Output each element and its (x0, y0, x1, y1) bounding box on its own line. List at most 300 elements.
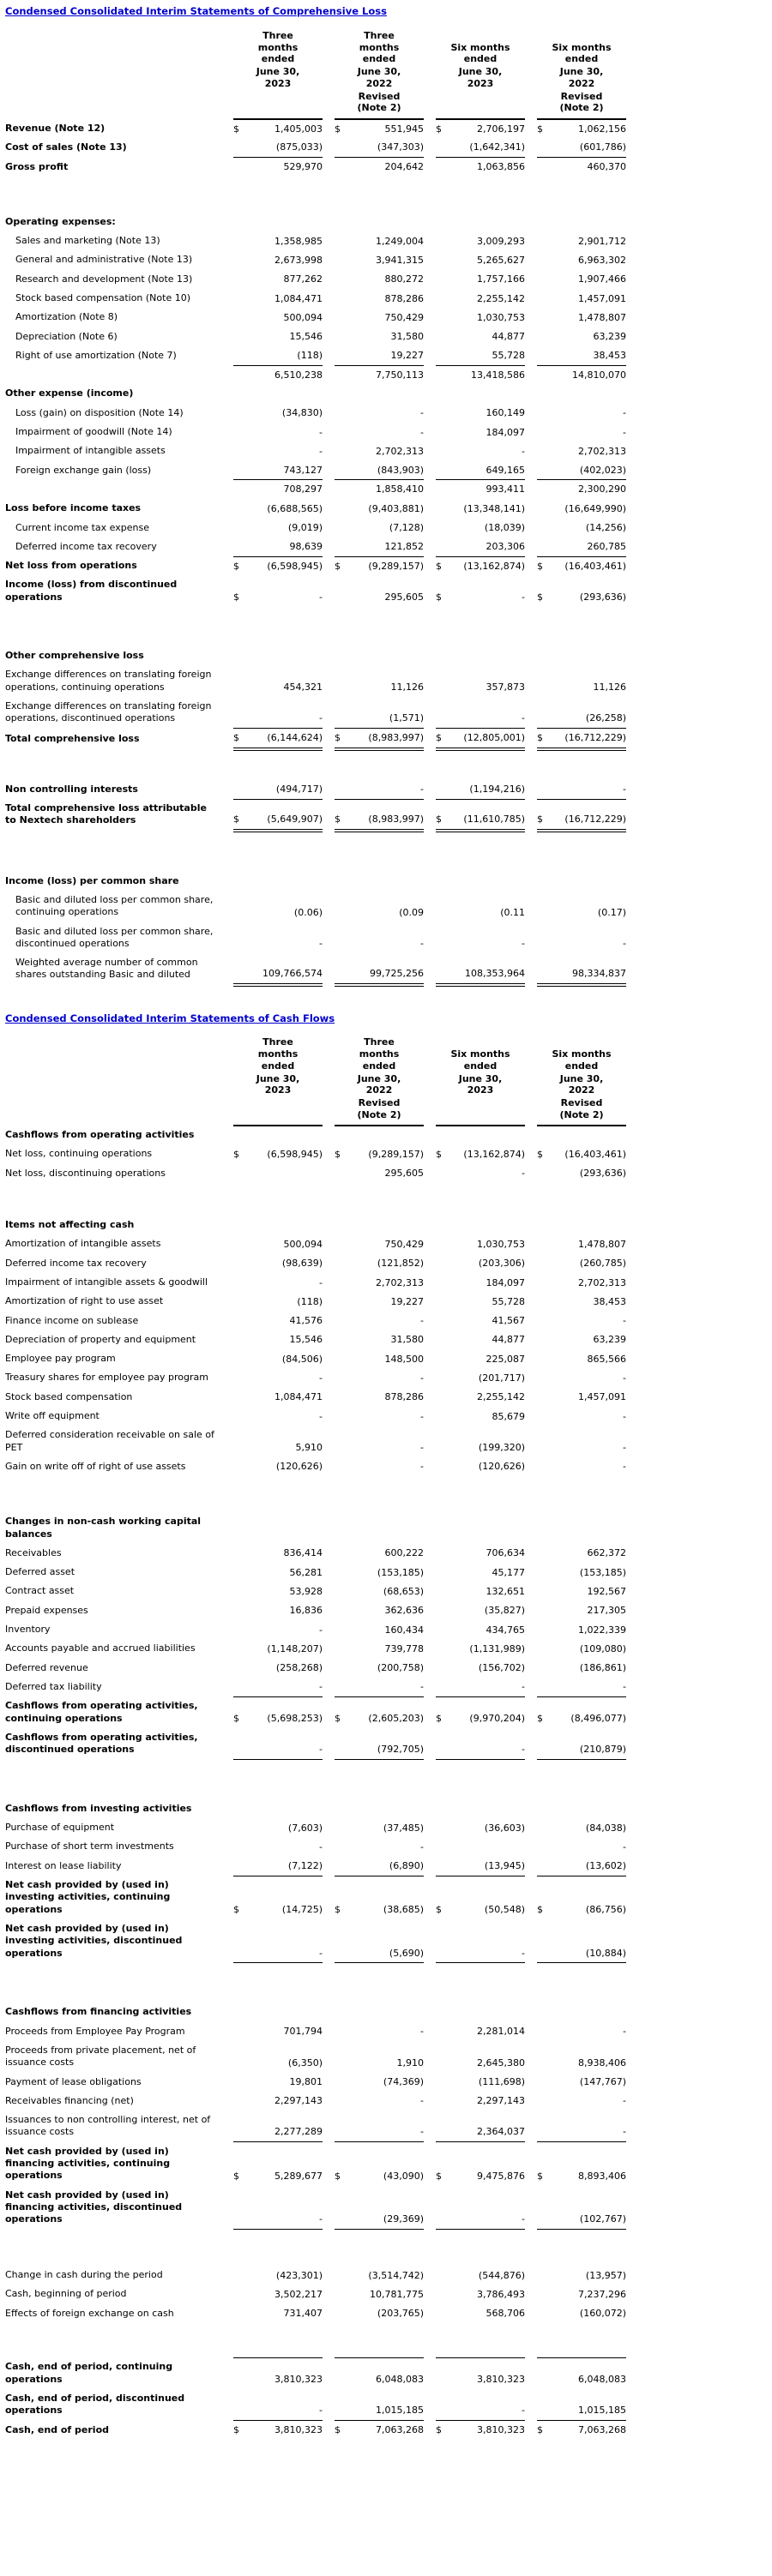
value-cell: (601,786) (551, 138, 626, 157)
column-gap (424, 1254, 436, 1273)
value-cell (449, 2003, 525, 2021)
column-gap (424, 1512, 436, 1544)
dollar-sign-cell: $ (335, 1713, 341, 1725)
dollar-sign-cell (537, 1312, 551, 1330)
value-cell: 1,478,807 (578, 1238, 626, 1250)
value-cell: - (623, 407, 626, 419)
dollar-sign-cell (436, 1601, 449, 1620)
column-gap (221, 922, 233, 954)
dollar-sign-cell (537, 872, 551, 891)
value-cell: (6,598,945) (267, 1149, 323, 1161)
column-gap (221, 2285, 233, 2303)
dollar-sign-cell (335, 953, 348, 985)
column-gap (323, 499, 335, 518)
value-cell: (293,636) (579, 1168, 626, 1180)
column-gap (424, 646, 436, 665)
table-row (5, 780, 626, 799)
dollar-sign-cell (233, 537, 247, 556)
column-gap (323, 1234, 335, 1253)
column-gap (221, 1601, 233, 1620)
column-gap (525, 2339, 537, 2358)
dollar-sign-cell (233, 289, 247, 308)
column-gap (221, 2041, 233, 2073)
value-cell: 13,418,586 (471, 369, 525, 381)
column-gap (221, 1330, 233, 1349)
column-gap (323, 2186, 335, 2230)
dollar-sign-cell (335, 1330, 348, 1349)
dollar-sign-cell: $ (335, 123, 341, 135)
dollar-sign-cell (335, 1216, 348, 1234)
column-gap (323, 250, 335, 269)
dollar-sign-cell (537, 1216, 551, 1234)
dollar-sign-cell (436, 1818, 449, 1837)
value-cell: - (319, 426, 323, 438)
dollar-sign-cell (233, 2022, 247, 2041)
spacer-row (5, 749, 626, 780)
value-cell: (35,827) (484, 1605, 525, 1617)
value-cell: 41,576 (289, 1315, 323, 1327)
row-label: Research and development (Note 13) (15, 273, 193, 285)
value-cell: (43,090) (383, 2170, 424, 2182)
column-gap (525, 2266, 537, 2285)
value-cell: 225,087 (486, 1353, 525, 1365)
row-label: Impairment of goodwill (Note 14) (15, 426, 172, 438)
value-cell: 38,453 (593, 1295, 626, 1307)
dollar-sign-cell (233, 2266, 247, 2285)
value-cell: - (522, 938, 525, 950)
dollar-sign-cell (233, 953, 247, 985)
value-cell (247, 1126, 323, 1144)
value-cell: 11,126 (593, 682, 626, 694)
value-cell: (402,023) (551, 461, 626, 480)
column-gap (525, 1234, 537, 1253)
dollar-sign-cell (436, 2073, 449, 2092)
dollar-sign-cell (335, 250, 348, 269)
column-gap (525, 1273, 537, 1292)
dollar-sign-cell (537, 1857, 551, 1876)
column-gap (424, 2357, 436, 2389)
dollar-sign-cell (335, 1164, 348, 1183)
column-gap (424, 799, 436, 831)
column-gap (221, 1818, 233, 1837)
column-gap (424, 289, 436, 308)
column-gap (424, 575, 436, 607)
column-gap (424, 404, 436, 423)
table-row (5, 1216, 626, 1234)
dollar-sign-cell (537, 441, 551, 460)
row-label: Amortization of intangible assets (5, 1238, 161, 1250)
value-cell: 836,414 (283, 1547, 323, 1559)
dollar-sign-cell (233, 441, 247, 460)
value-cell: - (319, 591, 323, 603)
dollar-sign-cell (436, 1799, 449, 1818)
column-gap (525, 499, 537, 518)
dollar-sign-cell (335, 1312, 348, 1330)
table-row (5, 461, 626, 480)
value-cell: - (551, 780, 626, 799)
column-gap (323, 2073, 335, 2092)
value-cell: (1,194,216) (449, 780, 525, 799)
dollar-sign-cell (436, 461, 449, 480)
column-gap (221, 1639, 233, 1658)
column-gap (323, 953, 335, 985)
spacer-cell (5, 1963, 626, 2003)
dollar-sign-cell (436, 2186, 449, 2230)
value-cell: 877,262 (283, 273, 323, 285)
row-label: Finance income on sublease (5, 1314, 139, 1326)
dollar-sign-cell (436, 2339, 449, 2358)
dollar-sign-cell (233, 384, 247, 403)
dollar-sign-cell (436, 1254, 449, 1273)
value-cell: (84,038) (585, 1822, 626, 1834)
table-row (5, 2041, 626, 2073)
value-cell: - (420, 426, 424, 438)
value-cell: (203,306) (478, 1258, 525, 1270)
dollar-sign-cell: $ (537, 1713, 543, 1725)
value-cell: 148,500 (384, 1353, 424, 1365)
column-gap (323, 1457, 335, 1476)
dollar-sign-cell (436, 2389, 449, 2421)
column-gap (424, 922, 436, 954)
dollar-sign-cell (436, 1582, 449, 1600)
value-cell (449, 872, 525, 891)
row-label: Receivables (5, 1546, 62, 1558)
value-cell: 98,334,837 (551, 953, 626, 985)
value-cell: 11,126 (390, 682, 424, 694)
table-row (5, 1292, 626, 1311)
column-gap (221, 953, 233, 985)
dollar-sign-cell (436, 1126, 449, 1144)
table-row (5, 346, 626, 365)
column-gap (424, 1919, 436, 1963)
value-cell (348, 872, 424, 891)
dollar-sign-cell (335, 2285, 348, 2303)
value-cell: 53,928 (289, 1585, 323, 1597)
dollar-sign-cell (335, 1273, 348, 1292)
dollar-sign-cell (537, 1254, 551, 1273)
dollar-sign-cell (335, 461, 348, 480)
dollar-sign-cell (233, 1457, 247, 1476)
value-cell: 1,015,185 (348, 2389, 424, 2421)
column-gap (424, 1837, 436, 1856)
dollar-sign-cell (335, 697, 348, 729)
row-label: Deferred income tax recovery (15, 540, 157, 552)
dollar-sign-cell (436, 1273, 449, 1292)
value-cell: 5,910 (295, 1442, 323, 1454)
spacer-row (5, 1183, 626, 1216)
table-row (5, 2421, 626, 2440)
value-cell: (5,649,907) (247, 799, 323, 831)
value-cell: (544,876) (478, 2269, 525, 2281)
column-gap (323, 1799, 335, 1818)
dollar-sign-cell (537, 1292, 551, 1311)
value-cell (551, 2339, 626, 2358)
dollar-sign-cell (436, 270, 449, 289)
dollar-sign-cell (335, 1620, 348, 1639)
statement-title-link[interactable]: Condensed Consolidated Interim Statements of Comprehensive Loss (5, 5, 387, 17)
period-label: Six months ended (552, 41, 612, 65)
column-gap (525, 1457, 537, 1476)
row-label: Deferred income tax recovery (5, 1257, 147, 1269)
column-gap (525, 158, 537, 177)
revised-note (450, 91, 510, 115)
value-cell: - (420, 1442, 424, 1454)
value-cell: (29,369) (348, 2186, 424, 2230)
value-cell: 1,015,185 (551, 2389, 626, 2421)
value-cell: 2,277,289 (247, 2111, 323, 2142)
dollar-sign-cell (335, 1426, 348, 1457)
value-cell: 3,009,293 (477, 235, 525, 247)
value-cell (449, 2339, 525, 2358)
dollar-sign-cell (537, 1407, 551, 1426)
column-gap (323, 158, 335, 177)
value-cell: (201,717) (478, 1372, 525, 1384)
dollar-sign-cell: $ (537, 560, 543, 572)
dollar-sign-cell (537, 1582, 551, 1600)
value-cell: - (420, 2095, 424, 2107)
value-cell (551, 646, 626, 665)
dollar-sign-cell (436, 1659, 449, 1678)
dollar-sign-cell (436, 2285, 449, 2303)
row-label: Exchange differences on translating foreign operations, continuing operations (5, 669, 212, 693)
column-gap (424, 138, 436, 157)
column-gap (424, 1544, 436, 1563)
column-gap (424, 308, 436, 327)
value-cell: 2,255,142 (477, 1391, 525, 1403)
dollar-sign-cell (233, 461, 247, 480)
value-cell: (16,403,461) (564, 560, 626, 572)
value-cell: (792,705) (348, 1728, 424, 1760)
column-gap (525, 799, 537, 831)
dollar-sign-cell (537, 138, 551, 157)
table-row (5, 556, 626, 575)
dollar-sign-cell (335, 922, 348, 954)
column-gap (525, 346, 537, 365)
column-gap (525, 2186, 537, 2230)
column-gap (525, 1857, 537, 1876)
column-gap (525, 1164, 537, 1183)
rule-row (5, 2339, 626, 2358)
value-cell: - (247, 1919, 323, 1963)
dollar-sign-cell (335, 1512, 348, 1544)
dollar-sign-cell: $ (436, 2424, 442, 2436)
dollar-sign-cell (537, 665, 551, 697)
value-cell: (423,301) (275, 2269, 323, 2281)
value-cell: - (420, 938, 424, 950)
value-cell: 260,785 (551, 537, 626, 556)
dollar-sign-cell (335, 480, 348, 499)
table-row (5, 2389, 626, 2421)
value-cell: 56,281 (289, 1566, 323, 1578)
column-gap (221, 1216, 233, 1234)
value-cell: (210,879) (551, 1728, 626, 1760)
value-cell: - (420, 2026, 424, 2038)
dollar-sign-cell (335, 1818, 348, 1837)
dollar-sign-cell (537, 2357, 551, 2389)
value-cell: 731,407 (283, 2308, 323, 2320)
column-gap (424, 1457, 436, 1476)
row-label: Net cash provided by (used in) investing activities, discontinued operations (5, 1922, 183, 1959)
column-gap (525, 404, 537, 423)
dollar-sign-cell (335, 2041, 348, 2073)
table-row (5, 2073, 626, 2092)
dollar-sign-cell (335, 1457, 348, 1476)
dollar-sign-cell (537, 346, 551, 365)
value-cell: 19,227 (390, 1295, 424, 1307)
value-cell: 217,305 (587, 1605, 626, 1617)
value-cell: 1,062,156 (578, 123, 626, 135)
revised-note (248, 91, 308, 115)
row-label: Employee pay program (5, 1353, 116, 1365)
dollar-sign-cell (537, 891, 551, 922)
dollar-sign-cell (233, 1388, 247, 1407)
value-cell (247, 1799, 323, 1818)
table-row (5, 519, 626, 537)
dollar-sign-cell (537, 2186, 551, 2230)
row-label: Total comprehensive loss (5, 733, 140, 745)
statement-comprehensive-loss (5, 3, 772, 987)
column-gap (525, 872, 537, 891)
value-cell (449, 1126, 525, 1144)
row-label: Cash, end of period, discontinued operations (5, 2393, 185, 2417)
column-gap (323, 1426, 335, 1457)
column-gap (221, 480, 233, 499)
column-gap (221, 384, 233, 403)
column-gap (323, 1312, 335, 1330)
column-gap (525, 1254, 537, 1273)
column-gap (424, 780, 436, 799)
value-cell: (494,717) (247, 780, 323, 799)
column-gap (323, 1512, 335, 1544)
spacer-row (5, 1759, 626, 1799)
column-gap (323, 1216, 335, 1234)
column-gap (525, 1919, 537, 1963)
column-header-row (5, 29, 626, 119)
value-cell: 743,127 (247, 461, 323, 480)
dollar-sign-cell: $ (436, 1713, 442, 1725)
column-gap (525, 2285, 537, 2303)
column-header-2 (335, 1036, 424, 1126)
column-gap (424, 1639, 436, 1658)
value-cell: (1,131,989) (469, 1642, 525, 1654)
dollar-sign-cell (335, 1837, 348, 1856)
column-gap (221, 441, 233, 460)
value-cell: - (319, 1372, 323, 1384)
row-label: Deferred consideration receivable on sale of PET (5, 1429, 214, 1453)
column-gap (323, 1388, 335, 1407)
table-row (5, 2003, 626, 2021)
table-row (5, 1659, 626, 1678)
column-gap (424, 1312, 436, 1330)
column-gap (424, 1582, 436, 1600)
column-gap (323, 1696, 335, 1728)
table-row (5, 1544, 626, 1563)
value-cell: 2,255,142 (477, 292, 525, 304)
column-gap (323, 922, 335, 954)
value-cell: 7,063,268 (376, 2424, 424, 2436)
value-cell: (111,698) (478, 2076, 525, 2088)
value-cell: - (551, 1678, 626, 1696)
table-row (5, 2186, 626, 2230)
value-cell: (153,185) (579, 1566, 626, 1578)
value-cell: 63,239 (593, 331, 626, 343)
spacer-row (5, 1963, 626, 2003)
dollar-sign-cell: $ (335, 799, 348, 831)
dollar-sign-cell: $ (335, 1149, 341, 1161)
dollar-sign-cell (436, 213, 449, 231)
column-gap (323, 404, 335, 423)
column-gap (525, 29, 537, 119)
value-cell: 2,702,313 (376, 445, 424, 457)
dollar-sign-cell (537, 519, 551, 537)
value-cell (348, 2339, 424, 2358)
column-gap (323, 1407, 335, 1426)
table-row (5, 1144, 626, 1163)
dollar-sign-cell (436, 1368, 449, 1387)
value-cell: 1,030,753 (477, 1238, 525, 1250)
value-cell: 1,858,410 (376, 483, 424, 495)
dollar-sign-cell (335, 2186, 348, 2230)
column-gap (221, 1659, 233, 1678)
row-label: Changes in non-cash working capital balances (5, 1516, 202, 1540)
dollar-sign-cell: $ (233, 2424, 239, 2436)
column-gap (525, 1639, 537, 1658)
column-gap (323, 461, 335, 480)
row-label: Cashflows from operating activities, discontinued operations (5, 1731, 198, 1756)
value-cell: - (623, 938, 626, 950)
table-row (5, 1512, 626, 1544)
column-gap (221, 250, 233, 269)
row-label: Effects of foreign exchange on cash (5, 2307, 174, 2319)
column-gap (525, 2041, 537, 2073)
value-cell: 1,249,004 (376, 235, 424, 247)
value-cell: 1,457,091 (578, 1391, 626, 1403)
value-cell: - (420, 1372, 424, 1384)
column-gap (424, 1144, 436, 1163)
column-gap (525, 1818, 537, 1837)
dollar-sign-cell (335, 1639, 348, 1658)
statement-title-link[interactable]: Condensed Consolidated Interim Statements of Cash Flows (5, 1012, 335, 1024)
column-gap (525, 1292, 537, 1311)
dollar-sign-cell (537, 1919, 551, 1963)
column-gap (323, 2339, 335, 2358)
column-gap (221, 1563, 233, 1582)
table-row (5, 646, 626, 665)
value-cell: (5,690) (348, 1919, 424, 1963)
column-gap (424, 158, 436, 177)
table-row (5, 1426, 626, 1457)
column-gap (424, 1696, 436, 1728)
dollar-sign-cell (537, 2285, 551, 2303)
dollar-sign-cell (335, 537, 348, 556)
value-cell: 10,781,775 (370, 2288, 424, 2300)
value-cell: 41,567 (492, 1315, 525, 1327)
value-cell: (13,945) (449, 1857, 525, 1876)
value-cell: 192,567 (587, 1585, 626, 1597)
dollar-sign-cell (436, 2266, 449, 2285)
column-gap (424, 1368, 436, 1387)
dollar-sign-cell (537, 327, 551, 346)
value-cell: 357,873 (486, 682, 525, 694)
value-cell: 109,766,574 (247, 953, 323, 985)
value-cell: 1,063,856 (477, 161, 525, 173)
value-cell: (16,403,461) (564, 1149, 626, 1161)
row-label: Deferred tax liability (5, 1680, 102, 1692)
spacer-cell (5, 607, 626, 646)
column-gap (424, 953, 436, 985)
value-cell: (2,605,203) (368, 1713, 424, 1725)
dollar-sign-cell (436, 922, 449, 954)
